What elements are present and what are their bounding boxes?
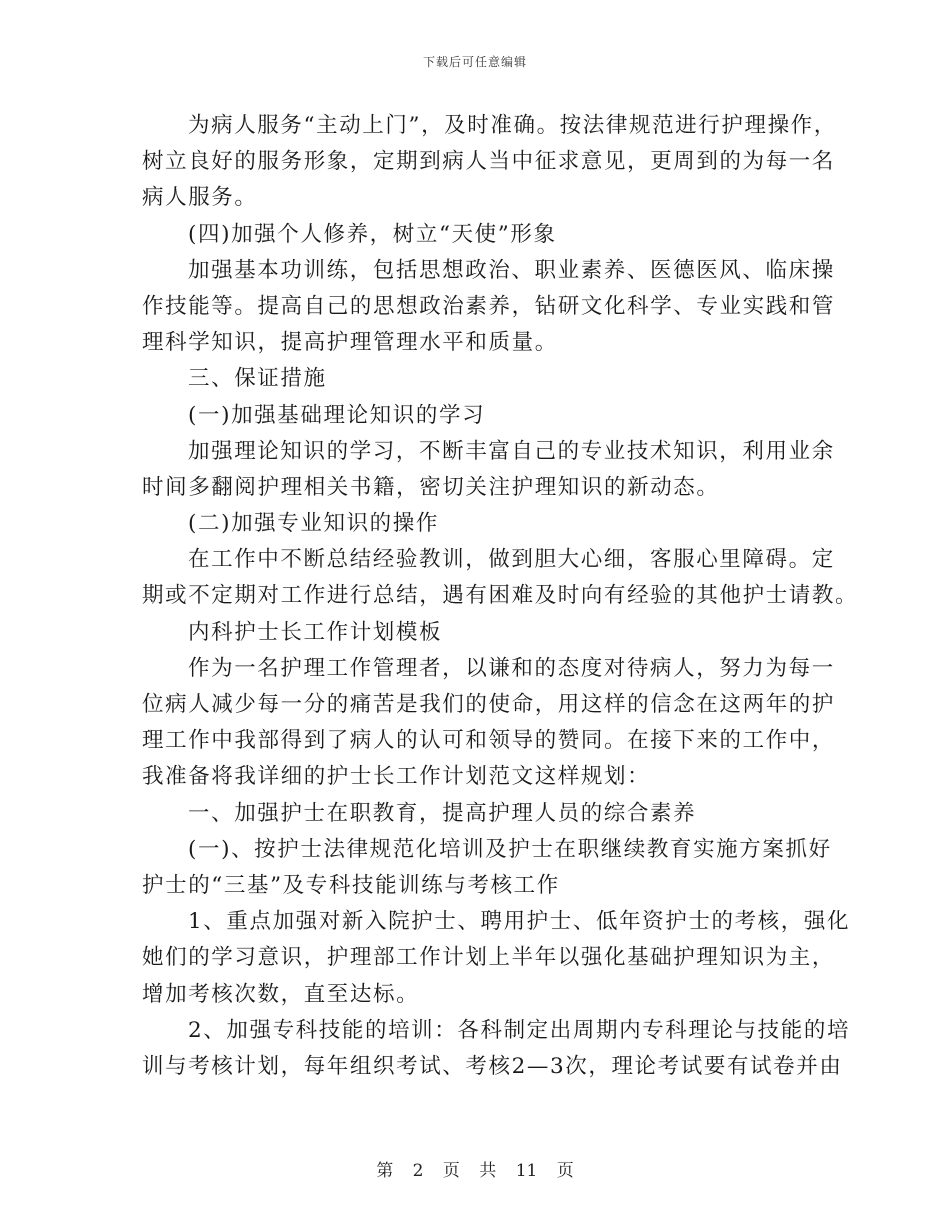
text-line: 一、加强护士在职教育，提高护理人员的综合素养: [188, 800, 697, 826]
text-line: 三、保证措施: [188, 366, 327, 392]
text-line: 训与考核计划，每年组织考试、考核2—3次，理论考试要有试卷并由: [142, 1053, 843, 1079]
text-line: 内科护士长工作计划模板: [188, 619, 443, 645]
text-line: 理科学知识，提高护理管理水平和质量。: [142, 330, 558, 356]
footer-page-label: 页: [442, 1161, 460, 1181]
footer-total-pages: 11: [515, 1161, 538, 1181]
footer-page-number: 2: [412, 1161, 424, 1181]
text-line: 位病人减少每一分的痛苦是我们的使命，用这样的信念在这两年的护: [142, 692, 836, 717]
text-line: (二)加强专业知识的操作: [188, 511, 439, 537]
text-line: 增加考核次数，直至达标。: [142, 981, 420, 1007]
page-header-note: 下载后可任意编辑: [422, 55, 527, 69]
text-line: 我准备将我详细的护士长工作计划范文这样规划：: [142, 764, 651, 790]
footer-total-label: 共: [479, 1161, 497, 1181]
text-line: 作为一名护理工作管理者，以谦和的态度对待病人，努力为每一: [188, 655, 835, 681]
text-line: 加强理论知识的学习，不断丰富自己的专业技术知识，利用业余: [188, 438, 835, 464]
text-line: (一)、按护士法律规范化培训及护士在职继续教育实施方案抓好: [188, 836, 832, 862]
text-line: 她们的学习意识，护理部工作计划上半年以强化基础护理知识为主，: [142, 945, 836, 971]
text-line: 1、重点加强对新入院护士、聘用护士、低年资护士的考核，强化: [188, 909, 851, 935]
text-line: 病人服务。: [142, 185, 258, 211]
text-line: 2、加强专科技能的培训：各科制定出周期内专科理论与技能的培: [188, 1017, 851, 1043]
text-line: 时间多翻阅护理相关书籍，密切关注护理知识的新动态。: [142, 474, 720, 500]
body-text: [142, 108, 859, 1085]
text-line: 加强基本功训练，包括思想政治、职业素养、医德医风、临床操: [188, 257, 835, 283]
footer-prefix: 第: [376, 1161, 394, 1181]
text-line: (一)加强基础理论知识的学习: [188, 402, 486, 428]
text-line: (四)加强个人修养，树立“天使”形象: [188, 221, 557, 247]
text-line: 期或不定期对工作进行总结，遇有困难及时向有经验的其他护士请教。: [142, 583, 859, 609]
footer-suffix: 页: [556, 1161, 574, 1181]
text-line: 树立良好的服务形象，定期到病人当中征求意见，更周到的为每一名: [142, 149, 836, 175]
page-footer: [0, 1156, 950, 1181]
text-line: 护士的“三基”及专科技能训练与考核工作: [142, 872, 560, 898]
text-line: 为病人服务“主动上门”，及时准确。按法律规范进行护理操作，: [188, 113, 837, 138]
text-line: 在工作中不断总结经验教训，做到胆大心细，客服心里障碍。定: [188, 547, 835, 573]
text-line: 作技能等。提高自己的思想政治素养，钻研文化科学、专业实践和管: [142, 293, 836, 319]
text-line: 理工作中我部得到了病人的认可和领导的赞同。在接下来的工作中，: [142, 728, 836, 754]
